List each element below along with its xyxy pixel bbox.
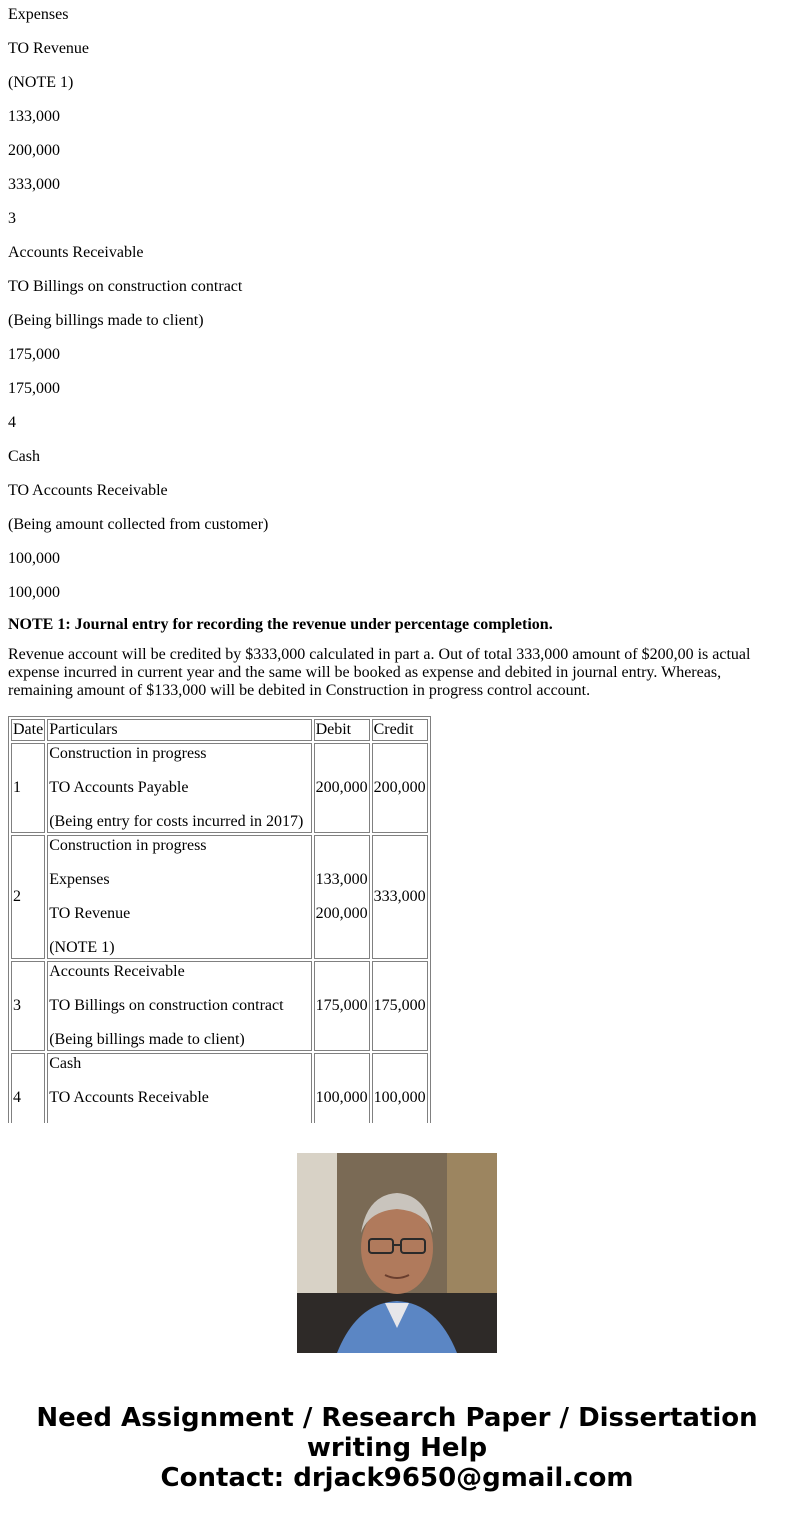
particular-line: Expenses [49,871,110,888]
row-date: 3 [11,961,45,1051]
text-line: 4 [8,414,16,431]
text-line: Expenses [8,6,69,23]
text-line: (Being amount collected from customer) [8,516,269,533]
particular-line: TO Accounts Payable [49,779,189,796]
particular-line: Cash [49,1055,82,1072]
header-particulars: Particulars [47,719,311,741]
row-particulars [47,835,311,959]
row-credit: 100,000 [372,1053,428,1143]
particular-line: TO Accounts Receivable [49,1089,209,1106]
particular-line: TO Revenue [49,905,131,922]
promo-text [0,1403,794,1493]
particular-line: Construction in progress [49,837,207,854]
text-line: (Being billings made to client) [8,312,204,329]
note-body: Revenue account will be credited by $333,000 calculated in part a. Out of total 333,000 amount of $200,00 is actual expense incurred in current year and the same will be booked as expense and debited in journal entry. Whereas, remaining amount of $133,000 will be debited in Construction in progress control account. [8,646,751,699]
row-date: 2 [11,835,45,959]
debit-value: 133,000 [315,871,368,888]
text-line: TO Accounts Receivable [8,482,168,499]
header-date: Date [11,719,45,741]
note-title: NOTE 1: Journal entry for recording the revenue under percentage completion. [8,616,553,633]
text-line: 3 [8,210,16,227]
text-line: 175,000 [8,380,60,397]
text-line: 100,000 [8,584,60,601]
particular-line: TO Billings on construction contract [49,997,284,1014]
text-line: (NOTE 1) [8,74,74,91]
row-date: 1 [11,743,45,833]
text-line: Accounts Receivable [8,244,144,261]
header-debit: Debit [314,719,370,741]
row-debit: 175,000 [314,961,370,1051]
row-credit: 200,000 [372,743,428,833]
text-line: 333,000 [8,176,60,193]
row-date: 4 [11,1053,45,1143]
text-line: 100,000 [8,550,60,567]
row-debit: 100,000 [314,1053,370,1143]
particular-line: (Being entry for costs incurred in 2017) [49,813,304,830]
promo-line: writing Help [306,1433,488,1463]
table-header-row [11,719,428,741]
text-line: 175,000 [8,346,60,363]
text-line: Cash [8,448,40,465]
table-row [11,835,428,959]
text-line: TO Billings on construction contract [8,278,243,295]
text-line: TO Revenue [8,40,90,57]
table-row [11,743,428,833]
row-particulars [47,961,311,1051]
text-line: 133,000 [8,108,60,125]
header-credit: Credit [372,719,428,741]
row-particulars [47,743,311,833]
row-credit: 333,000 [372,835,428,959]
particular-line: (Being billings made to client) [49,1031,245,1048]
particular-line: Accounts Receivable [49,963,185,980]
table-row [11,961,428,1051]
journal-text-lines [8,0,786,612]
row-debit [314,835,370,959]
debit-value: 200,000 [315,905,368,922]
promo-contact: Contact: drjack9650@gmail.com [160,1463,634,1493]
row-credit: 175,000 [372,961,428,1051]
promo-section [0,1123,794,1523]
promo-line: Need Assignment / Research Paper / Dissertation [36,1403,758,1433]
journal-table [8,716,431,1146]
row-debit: 200,000 [314,743,370,833]
person-portrait-icon [297,1153,497,1353]
particular-line: Construction in progress [49,745,207,762]
particular-line: (NOTE 1) [49,939,115,956]
text-line: 200,000 [8,142,60,159]
avatar [297,1153,497,1353]
